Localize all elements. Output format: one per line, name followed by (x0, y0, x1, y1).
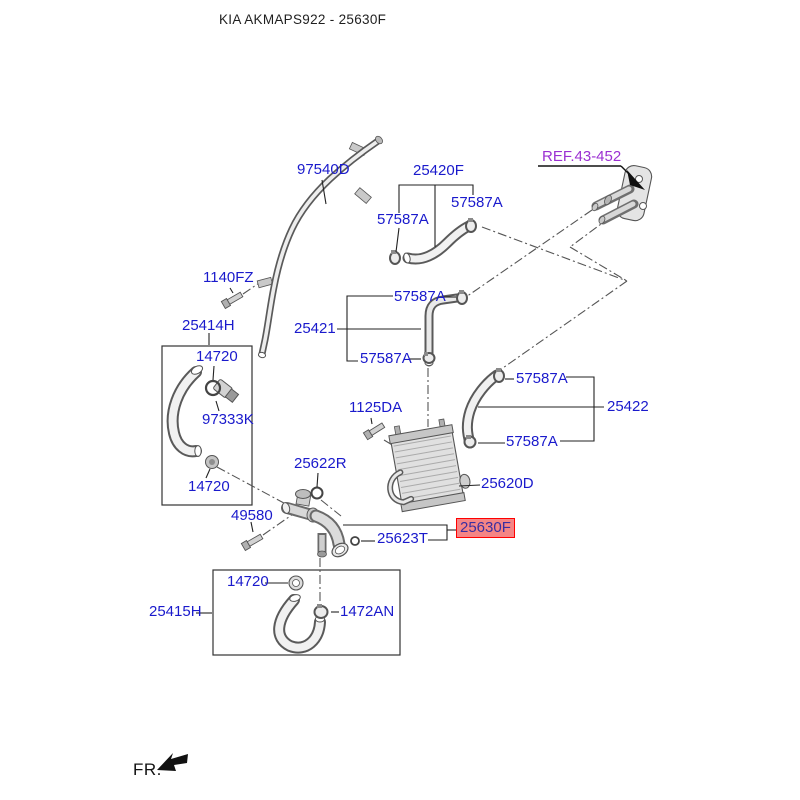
part-label-57587a-5[interactable]: 57587A (516, 370, 568, 387)
part-bolt-49580 (241, 533, 263, 550)
part-label-57587a-4[interactable]: 57587A (360, 350, 412, 367)
part-label-ref-43-452[interactable]: REF.43-452 (542, 148, 622, 165)
part-label-57587a-6[interactable]: 57587A (506, 433, 558, 450)
part-label-25415h[interactable]: 25415H (149, 603, 202, 620)
part-label-25420f[interactable]: 25420F (413, 162, 464, 179)
part-label-25622r[interactable]: 25622R (294, 455, 347, 472)
part-label-1472an[interactable]: 1472AN (340, 603, 395, 620)
part-label-25620d[interactable]: 25620D (481, 475, 534, 492)
part-label-14720-1[interactable]: 14720 (196, 348, 238, 365)
page-title: KIA AKMAPS922 - 25630F (219, 12, 387, 27)
part-label-25630f-highlighted[interactable]: 25630F (456, 518, 515, 538)
part-label-25422[interactable]: 25422 (607, 398, 649, 415)
part-bolt-1140fz (221, 291, 243, 308)
part-bolt-1125da (363, 422, 385, 440)
part-label-57587a-2[interactable]: 57587A (377, 211, 429, 228)
part-housing-25630f (281, 490, 350, 560)
part-hose-25414h (173, 364, 204, 456)
part-label-1140fz[interactable]: 1140FZ (203, 269, 254, 286)
part-label-14720-2[interactable]: 14720 (188, 478, 230, 495)
fr-direction-label: FR. (133, 760, 162, 779)
part-label-14720-3[interactable]: 14720 (227, 573, 269, 590)
leader-lines (196, 180, 604, 613)
part-cooler-25620d (380, 415, 474, 513)
part-hose-25415h (279, 594, 324, 648)
part-label-25623t[interactable]: 25623T (377, 530, 428, 547)
part-clamps (315, 218, 505, 618)
part-label-97333k[interactable]: 97333K (202, 411, 254, 428)
part-label-57587a-1[interactable]: 57587A (451, 194, 503, 211)
part-label-49580[interactable]: 49580 (231, 507, 273, 524)
part-label-25421[interactable]: 25421 (294, 320, 336, 337)
part-hose-25420f (403, 226, 469, 264)
part-label-57587a-3[interactable]: 57587A (394, 288, 446, 305)
part-label-97540d[interactable]: 97540D (297, 161, 350, 178)
part-hose-25422 (467, 375, 497, 443)
part-label-25414h[interactable]: 25414H (182, 317, 235, 334)
part-ref-bracket (591, 164, 653, 225)
part-label-1125da[interactable]: 1125DA (349, 399, 403, 416)
